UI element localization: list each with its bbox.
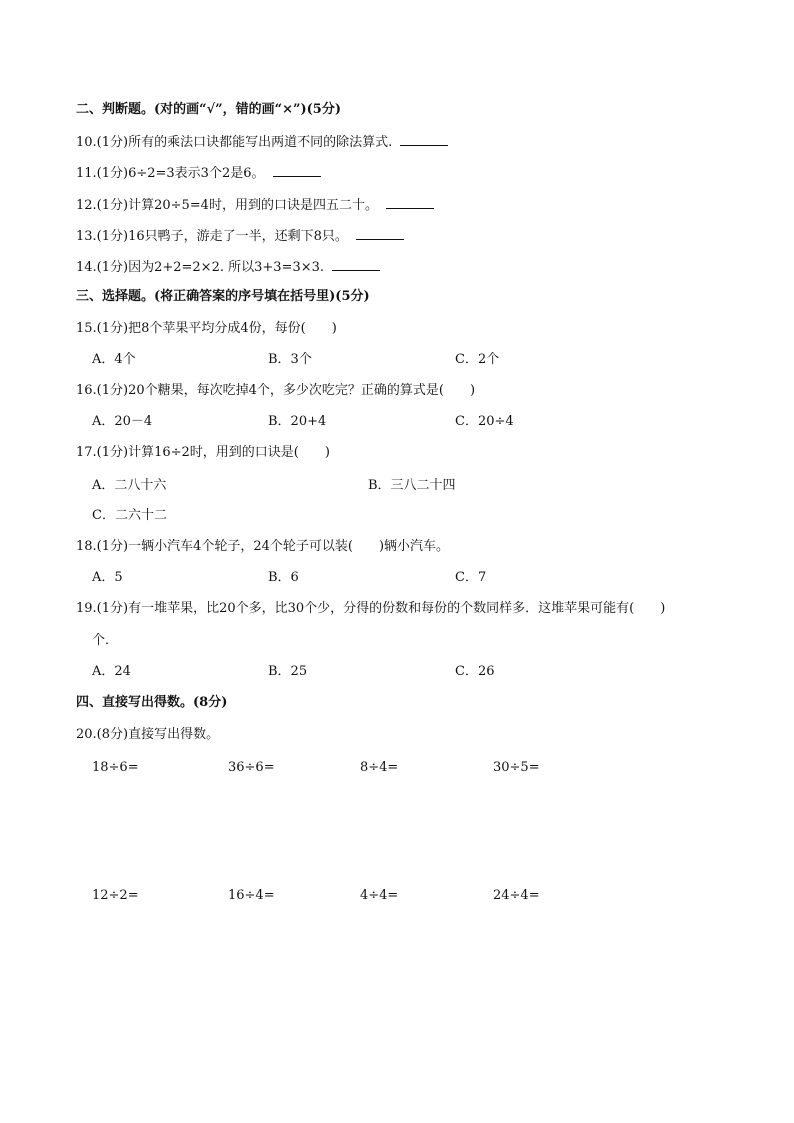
question-15: 15.(1分)把8个苹果平均分成4份，每份( ) <box>76 321 337 336</box>
option-c[interactable]: C．20÷4 <box>455 414 514 429</box>
calc-item: 24÷4= <box>493 888 540 903</box>
calc-item: 4÷4= <box>360 888 399 903</box>
question-16: 16.(1分)20个糖果，每次吃掉4个，多少次吃完？正确的算式是( ) <box>76 383 476 398</box>
question-text: 12.(1分)计算20÷5=4时，用到的口诀是四五二十。 <box>76 198 378 213</box>
section-heading-direct: 四、直接写出得数。(8分) <box>76 695 228 710</box>
question-19-continued: 个． <box>92 633 119 648</box>
option-c[interactable]: C．二六十二 <box>92 508 167 523</box>
question-text: 14.(1分)因为2+2=2×2. 所以3+3=3×3. <box>76 260 325 275</box>
option-b[interactable]: B．6 <box>268 570 299 585</box>
option-a[interactable]: A．4个 <box>92 352 136 367</box>
option-a[interactable]: A．5 <box>92 570 123 585</box>
option-c[interactable]: C．7 <box>455 570 487 585</box>
option-a[interactable]: A．24 <box>92 664 131 679</box>
option-b[interactable]: B．3个 <box>268 352 312 367</box>
question-14 <box>76 258 380 277</box>
calc-item: 18÷6= <box>92 760 139 775</box>
question-18: 18.(1分)一辆小汽车4个轮子，24个轮子可以装( )辆小汽车。 <box>76 539 450 554</box>
calc-item: 16÷4= <box>228 888 275 903</box>
question-12 <box>76 196 434 215</box>
question-text: 10.(1分)所有的乘法口诀都能写出两道不同的除法算式. <box>76 135 393 150</box>
question-20: 20.(8分)直接写出得数。 <box>76 727 220 742</box>
option-a[interactable]: A．二八十六 <box>92 478 167 493</box>
calc-item: 30÷5= <box>493 760 540 775</box>
question-text: 13.(1分)16只鸭子，游走了一半，还剩下8只。 <box>76 229 348 244</box>
option-c[interactable]: C．2个 <box>455 352 500 367</box>
option-b[interactable]: B．20+4 <box>268 414 327 429</box>
question-17: 17.(1分)计算16÷2时，用到的口诀是( ) <box>76 445 330 460</box>
answer-blank[interactable] <box>273 164 321 177</box>
option-a[interactable]: A．20－4 <box>92 414 153 429</box>
calc-item: 8÷4= <box>360 760 399 775</box>
question-10 <box>76 133 448 152</box>
option-b[interactable]: B．三八二十四 <box>368 478 456 493</box>
answer-blank[interactable] <box>356 227 404 240</box>
option-c[interactable]: C．26 <box>455 664 495 679</box>
answer-blank[interactable] <box>332 258 380 271</box>
question-13 <box>76 227 404 246</box>
section-heading-judge: 二、判断题。(对的画“√”，错的画“×”)(5分) <box>76 102 341 117</box>
question-19: 19.(1分)有一堆苹果，比20个多，比30个少，分得的份数和每份的个数同样多．这堆苹果可能有( ) <box>76 601 666 616</box>
calc-item: 36÷6= <box>228 760 275 775</box>
answer-blank[interactable] <box>386 196 434 209</box>
question-11 <box>76 164 321 183</box>
option-b[interactable]: B．25 <box>268 664 308 679</box>
calc-item: 12÷2= <box>92 888 139 903</box>
section-heading-choice: 三、选择题。(将正确答案的序号填在括号里)(5分) <box>76 289 370 304</box>
answer-blank[interactable] <box>400 133 448 146</box>
question-text: 11.(1分)6÷2=3表示3个2是6。 <box>76 166 265 181</box>
